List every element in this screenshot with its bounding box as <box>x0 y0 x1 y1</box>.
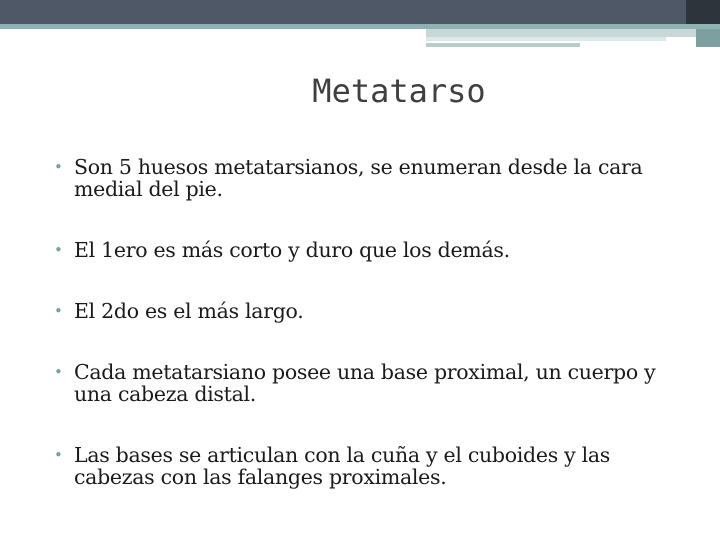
header-accent-bar <box>426 37 666 41</box>
bullet-icon: • <box>54 446 63 464</box>
list-item-text: El 2do es el más largo. <box>74 299 304 323</box>
list-item-text: El 1ero es más corto y duro que los demás. <box>74 238 510 262</box>
bullet-icon: • <box>54 363 63 381</box>
list-item <box>22 444 692 488</box>
bullet-icon: • <box>54 241 63 259</box>
list-item-text: Son 5 huesos metatarsianos, se enumeran desde la cara medial del pie. <box>74 155 643 201</box>
list-item <box>22 300 692 322</box>
header-band <box>0 0 720 24</box>
bullet-icon: • <box>54 158 63 176</box>
list-item-text: Cada metatarsiano posee una base proximal, un cuerpo y una cabeza distal. <box>74 360 656 406</box>
slide-title-container <box>0 72 720 110</box>
header-band-corner <box>686 0 720 24</box>
list-item <box>22 239 692 261</box>
list-item-text: Las bases se articulan con la cuña y el cuboides y las cabezas con las falanges proximales. <box>74 443 611 489</box>
header-accent-block <box>696 29 720 47</box>
header-accent-bar <box>426 43 580 47</box>
slide-title: Metatarso <box>312 72 486 110</box>
list-item <box>22 361 692 405</box>
bullet-icon: • <box>54 302 63 320</box>
header-accent-bar <box>426 29 720 37</box>
list-item <box>22 156 692 200</box>
bullet-list <box>22 156 692 488</box>
